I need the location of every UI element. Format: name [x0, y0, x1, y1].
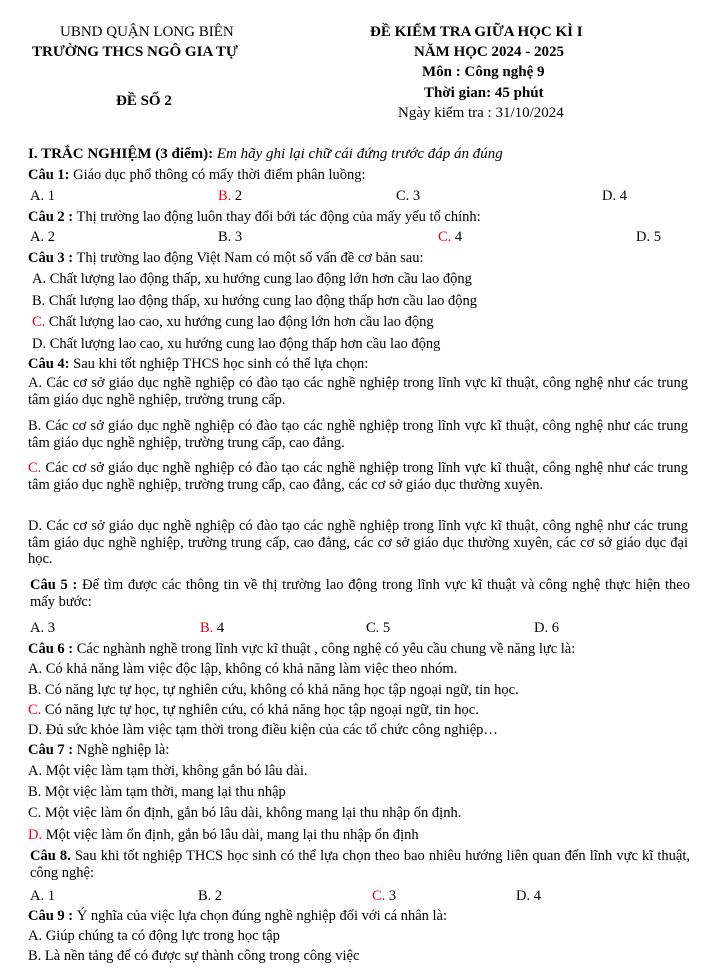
q7-option-b: B. Một việc làm tạm thời, mang lại thu nhập [28, 784, 286, 800]
question-9 [28, 908, 447, 925]
q1-option-a: A. 1 [30, 188, 55, 204]
q5-option-d: D. 6 [534, 620, 559, 636]
q5-option-c: C. 5 [366, 620, 391, 636]
question-3 [28, 250, 424, 267]
section-title: I. TRẮC NGHIỆM (3 điểm): [28, 146, 214, 162]
q2-option-d: D. 5 [636, 229, 661, 245]
correct-answer-marker: C. [438, 229, 452, 245]
correct-answer-marker: C. [28, 702, 42, 718]
question-label: Câu 1: [28, 167, 70, 183]
correct-answer-marker: B. [218, 188, 232, 204]
correct-answer-marker: D. [28, 827, 43, 843]
question-6 [28, 641, 575, 658]
q6-option-c: C. Có năng lực tự học, tự nghiên cứu, có khả năng học tập ngoại ngữ, tin học. [28, 702, 479, 718]
correct-answer-marker: C. [28, 460, 42, 476]
question-label: Câu 9 : [28, 908, 74, 924]
question-8 [30, 848, 690, 881]
exam-code: ĐỀ SỐ 2 [116, 93, 172, 109]
section-instruction: Em hãy ghi lại chữ cái đứng trước đáp án đúng [216, 146, 503, 162]
question-7 [28, 742, 169, 759]
question-text: Nghề nghiệp là: [73, 742, 170, 758]
q7-option-c: C. Một việc làm ổn định, gắn bó lâu dài, không mang lại thu nhập ổn định. [28, 805, 462, 821]
q3-option-c: C. Chất lượng lao cao, xu hướng cung lao động lớn hơn cầu lao động [32, 314, 434, 330]
question-2 [28, 209, 481, 226]
question-label: Câu 8. [30, 848, 71, 864]
q3-option-b: B. Chất lượng lao động thấp, xu hướng cung lao động thấp hơn cầu lao động [32, 293, 478, 309]
q1-option-b: B. 2 [218, 188, 243, 204]
q6-option-b: B. Có năng lực tự học, tự nghiên cứu, không có khả năng học tập ngoại ngữ, tin học. [28, 682, 519, 698]
q6-option-a: A. Có khả năng làm việc độc lập, không có khả năng làm việc theo nhóm. [28, 661, 458, 677]
q7-option-a: A. Một việc làm tạm thời, không gắn bó lâu dài. [28, 763, 308, 779]
school-name: TRƯỜNG THCS NGÔ GIA TỰ [32, 44, 238, 60]
question-text: Giáo dục phổ thông có mấy thời điểm phân luồng: [69, 167, 366, 183]
question-text: Sau khi tốt nghiệp THCS học sinh có thể lựa chọn: [69, 356, 369, 372]
q2-option-b: B. 3 [218, 229, 243, 245]
q5-option-b: B. 4 [200, 620, 225, 636]
q8-option-a: A. 1 [30, 888, 55, 904]
question-label: Câu 3 : [28, 250, 74, 266]
question-text: Để tìm được các thông tin về thị trường lao động trong lĩnh vực kĩ thuật và công nghệ thực hiện theo mấy bước: [30, 577, 690, 610]
correct-answer-marker: C. [32, 314, 46, 330]
subject: Môn : Công nghệ 9 [422, 64, 545, 80]
school-year: NĂM HỌC 2024 - 2025 [414, 44, 564, 60]
q8-option-d: D. 4 [516, 888, 541, 904]
question-4 [28, 356, 368, 373]
q8-option-c: C. 3 [372, 888, 397, 904]
q2-option-a: A. 2 [30, 229, 55, 245]
q4-option-c: C. Các cơ sở giáo dục nghề nghiệp có đào tạo các nghề nghiệp trong lĩnh vực kĩ thuật, công nghệ như các trung tâm giáo dục nghề nghiệp, trường trung cấp, cao đẳng, các cơ sở giáo dục thường xuyên. [28, 460, 688, 493]
question-5 [30, 577, 690, 610]
q4-option-a: A. Các cơ sở giáo dục nghề nghiệp có đào tạo các nghề nghiệp trong lĩnh vực kĩ thuật, công nghệ như các trung tâm giáo dục nghề nghiệp, trường trung cấp. [28, 375, 688, 408]
q3-option-a: A. Chất lượng lao động thấp, xu hướng cung lao động lớn hơn cầu lao động [32, 271, 472, 287]
question-text: Sau khi tốt nghiệp THCS học sinh có thể lựa chọn theo bao nhiêu hướng liên quan đến lĩnh vực kĩ thuật, công nghệ: [30, 848, 690, 881]
q9-option-b: B. Là nền tảng để có được sự thành công trong công việc [28, 948, 360, 964]
q3-option-d: D. Chất lượng lao cao, xu hướng cung lao động thấp hơn cầu lao động [32, 336, 441, 352]
district-name: UBND QUẬN LONG BIÊN [60, 24, 234, 40]
question-label: Câu 5 : [30, 577, 78, 593]
section-heading [28, 146, 503, 163]
exam-date: Ngày kiểm tra : 31/10/2024 [398, 105, 564, 121]
q6-option-d: D. Đủ sức khỏe làm việc tạm thời trong điều kiện của các tổ chức công nghiệp… [28, 722, 498, 738]
q2-option-c: C. 4 [438, 229, 463, 245]
question-label: Câu 6 : [28, 641, 74, 657]
q9-option-a: A. Giúp chúng ta có động lực trong học tập [28, 928, 280, 944]
question-label: Câu 2 : [28, 209, 74, 225]
question-text: Thị trường lao động luôn thay đổi bởi tác động của mấy yếu tố chính: [73, 209, 481, 225]
question-1 [28, 167, 366, 184]
q7-option-d: D. Một việc làm ổn định, gắn bó lâu dài, mang lại thu nhập ổn định [28, 827, 419, 843]
q8-option-b: B. 2 [198, 888, 223, 904]
q4-option-d: D. Các cơ sở giáo dục nghề nghiệp có đào tạo các nghề nghiệp trong lĩnh vực kĩ thuật, công nghệ như các trung tâm giáo dục nghề nghiệp, trường trung cấp, cao đẳng, các cơ sở giáo dục thường xuyên, các cơ sở giáo dục đại học. [28, 518, 688, 567]
exam-title: ĐỀ KIỂM TRA GIỮA HỌC KÌ I [370, 24, 583, 40]
question-text: Thị trường lao động Việt Nam có một số vấn đề cơ bản sau: [73, 250, 424, 266]
duration: Thời gian: 45 phút [424, 85, 544, 101]
q1-option-d: D. 4 [602, 188, 627, 204]
question-text: Các nghành nghề trong lĩnh vực kĩ thuật , công nghệ có yêu cầu chung về năng lực là: [73, 641, 576, 657]
correct-answer-marker: C. [372, 888, 386, 904]
q4-option-b: B. Các cơ sở giáo dục nghề nghiệp có đào tạo các nghề nghiệp trong lĩnh vực kĩ thuật, công nghệ như các trung tâm giáo dục nghề nghiệp, trường trung cấp, cao đẳng. [28, 418, 688, 451]
question-label: Câu 7 : [28, 742, 74, 758]
q5-option-a: A. 3 [30, 620, 55, 636]
q1-option-c: C. 3 [396, 188, 421, 204]
question-label: Câu 4: [28, 356, 70, 372]
question-text: Ý nghĩa của việc lựa chọn đúng nghề nghiệp đối với cá nhân là: [73, 908, 448, 924]
correct-answer-marker: B. [200, 620, 214, 636]
